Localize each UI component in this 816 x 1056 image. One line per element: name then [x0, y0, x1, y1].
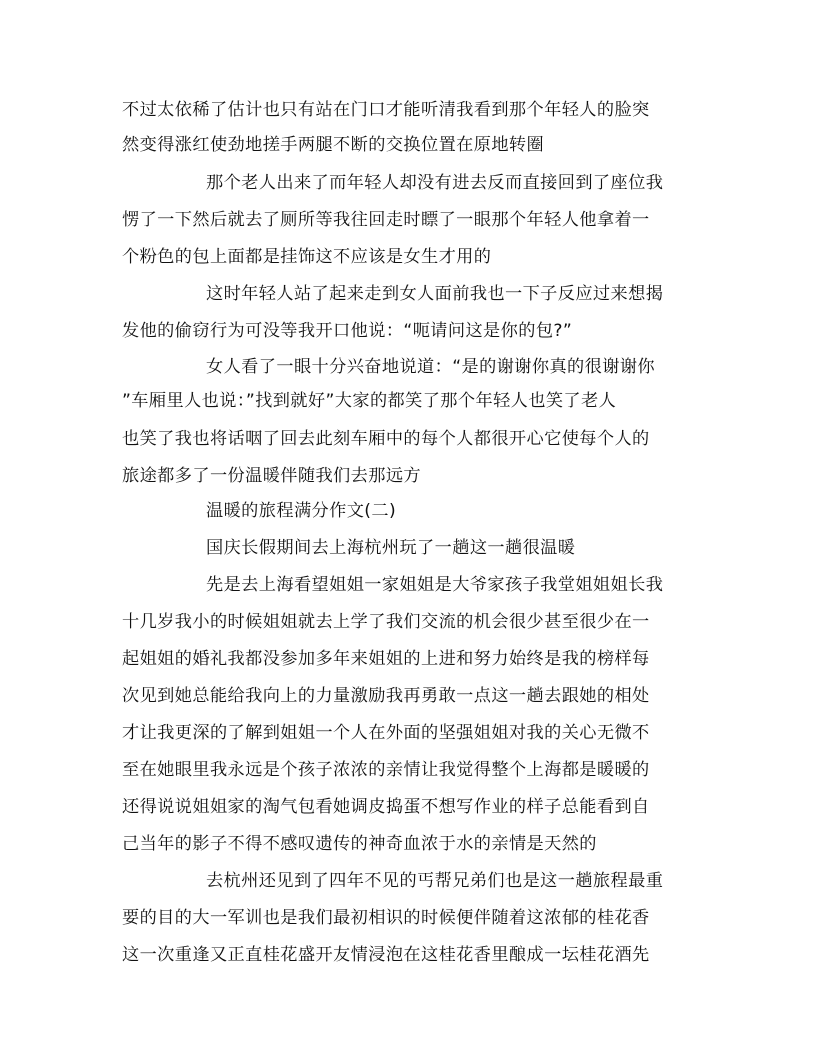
text-line: 不过太依稀了估计也只有站在门口才能听清我看到那个年轻人的脸突: [122, 100, 650, 120]
text-line: 这时年轻人站了起来走到女人面前我也一下子反应过来想揭: [206, 284, 664, 304]
text-line: 愣了一下然后就去了厕所等我往回走时瞟了一眼那个年轻人他拿着一: [122, 210, 650, 230]
text-line: 己当年的影子不得不感叹遗传的神奇血浓于水的亲情是天然的: [122, 834, 597, 854]
text-line: 才让我更深的了解到姐姐一个人在外面的坚强姐姐对我的关心无微不: [122, 723, 650, 743]
text-line: 十几岁我小的时候姐姐就去上学了我们交流的机会很少甚至很少在一: [122, 612, 650, 632]
text-line: ”车厢里人也说：”找到就好”大家的都笑了那个年轻人也笑了老人: [122, 391, 617, 411]
text-line: 去杭州还见到了四年不见的丐帮兄弟们也是这一趟旅程最重: [206, 871, 664, 891]
text-line: 要的目的大一军训也是我们最初相识的时候便伴随着这浓郁的桂花香: [122, 908, 650, 928]
text-line: 国庆长假期间去上海杭州玩了一趟这一趟很温暖: [206, 538, 576, 558]
text-line: 那个老人出来了而年轻人却没有进去反而直接回到了座位我: [206, 173, 664, 193]
text-line: 至在她眼里我永远是个孩子浓浓的亲情让我觉得整个上海都是暖暖的: [122, 760, 650, 780]
text-line: 先是去上海看望姐姐一家姐姐是大爷家孩子我堂姐姐姐长我: [206, 575, 664, 595]
text-line: 女人看了一眼十分兴奋地说道：“是的谢谢你真的很谢谢你: [206, 357, 655, 377]
text-line: 旅途都多了一份温暖伴随我们去那远方: [122, 466, 421, 486]
text-line: 然变得涨红使劲地搓手两腿不断的交换位置在原地转圈: [122, 135, 545, 155]
section-heading: 温暖的旅程满分作文(二): [206, 501, 397, 521]
text-line: 发他的偷窃行为可没等我开口他说：“呃请问这是你的包?”: [122, 321, 573, 341]
text-line: 起姐姐的婚礼我都没参加多年来姐姐的上进和努力始终是我的榜样每: [122, 649, 650, 669]
text-line: 这一次重逢又正直桂花盛开友情浸泡在这桂花香里酿成一坛桂花酒先: [122, 945, 650, 965]
text-line: 次见到她总能给我向上的力量激励我再勇敢一点这一趟去跟她的相处: [122, 686, 650, 706]
text-line: 个粉色的包上面都是挂饰这不应该是女生才用的: [122, 247, 492, 267]
text-line: 也笑了我也将话咽了回去此刻车厢中的每个人都很开心它使每个人的: [122, 429, 650, 449]
text-line: 还得说说姐姐家的淘气包看她调皮捣蛋不想写作业的样子总能看到自: [122, 797, 650, 817]
